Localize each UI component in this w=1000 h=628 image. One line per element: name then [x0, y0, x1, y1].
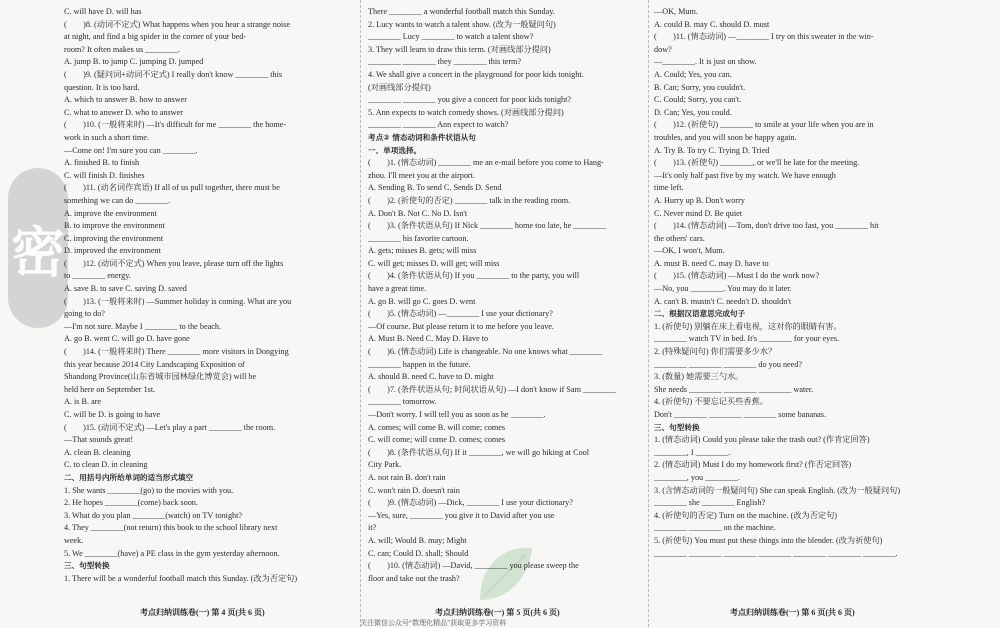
- text-line: C. won't rain D. doesn't rain: [368, 485, 460, 495]
- text-line: A. could B. may C. should D. must: [654, 19, 770, 29]
- text-line: A. go B. went C. will go D. have gone: [64, 334, 190, 344]
- text-line: to ________ energy.: [64, 271, 131, 281]
- text-line: ________, I ________.: [654, 447, 731, 457]
- text-line: B. to improve the environment: [64, 221, 165, 231]
- text-line: held here on September 1st.: [64, 384, 156, 394]
- text-line: A. save B. to save C. saving D. saved: [64, 284, 187, 294]
- text-line: City Park.: [368, 460, 402, 470]
- text-line: ( )14. (情态动词) —Tom, don't drive too fast, you ________ hit: [654, 221, 879, 231]
- text-line: 4. (祈使句的否定) Turn on the machine. (改为否定句): [654, 510, 837, 520]
- text-line: B. Can; Sorry, you couldn't.: [654, 82, 746, 92]
- text-line: ( )15. (动词不定式) —Let's play a part ________ the room.: [64, 422, 276, 432]
- text-line: C. improving the environment: [64, 233, 164, 243]
- text-line: 三、句型转换: [64, 561, 110, 571]
- text-line: C. will come; will come D. comes; comes: [368, 435, 506, 445]
- text-line: 考点② 情态动词和条件状语从句: [368, 132, 476, 142]
- text-line: A. finished B. to finish: [64, 158, 140, 168]
- text-line: A. will; Would B. may; Might: [368, 535, 467, 545]
- text-line: 2. He hopes ________(come) back soon.: [64, 498, 198, 508]
- text-line: ________ ________ Ann expect to watch?: [368, 120, 509, 130]
- text-line: Shandong Province(山东省城市园林绿化博览会) will be: [64, 372, 257, 382]
- text-line: ( )10. (一般将来时) —It's difficult for me ________ the home-: [64, 120, 287, 130]
- page-5-footer: 考点归纳训练卷(一) 第 5 页(共 6 页): [435, 608, 560, 617]
- text-line: week.: [64, 535, 84, 545]
- text-line: A. Must B. Need C. May D. Have to: [368, 334, 489, 344]
- text-line: D. Can; Yes, you could.: [654, 107, 732, 117]
- text-line: ( )11. (情态动词) —________ I try on this sweater in the win-: [654, 32, 874, 42]
- text-line: 1. There will be a wonderful football match this Sunday. (改为否定句): [64, 573, 298, 583]
- text-line: C. Could; Sorry, you can't.: [654, 95, 742, 105]
- text-line: ________ tomorrow.: [368, 397, 437, 407]
- text-line: ( )5. (情态动词) —________ I use your dictionary?: [368, 309, 553, 319]
- text-line: 3. What do you plan ________(watch) on TV tonight?: [64, 510, 243, 520]
- text-line: There ________ a wonderful football match this Sunday.: [368, 7, 555, 16]
- text-line: C. to clean D. in cleaning: [64, 460, 148, 470]
- text-line: C. will get; misses D. will get; will miss: [368, 258, 500, 268]
- text-line: ________ watch TV in bed. It's ________ for your eyes.: [654, 334, 840, 344]
- text-line: —Yes, sure, ________ you give it to David after you use: [368, 510, 555, 520]
- text-line: —It's only half past five by my watch. We have enough: [654, 170, 836, 180]
- text-line: A. must B. need C. may D. have to: [654, 258, 769, 268]
- text-line: —________. It is just on show.: [654, 57, 757, 67]
- text-line: (对画线部分提问): [368, 82, 431, 92]
- text-line: —Come on! I'm sure you can ________.: [64, 145, 198, 155]
- text-line: question. It is too hard.: [64, 82, 140, 92]
- text-line: 4. (祈使句) 不要忘记买些香蕉。: [654, 397, 768, 407]
- text-line: C. will finish D. finishes: [64, 170, 145, 180]
- text-line: ( )13. (祈使句) ________, or we'll be late for the meeting.: [654, 158, 860, 168]
- text-line: ________, you ________.: [654, 472, 740, 482]
- text-line: A. should B. need C. have to D. might: [368, 372, 494, 382]
- page-4-column: [64, 6, 350, 585]
- text-line: 3. They will learn to draw this term. (对画线部分提问): [368, 44, 551, 54]
- text-line: C. can; Could D. shall; Should: [368, 548, 469, 558]
- text-line: C. will be D. is going to have: [64, 410, 161, 419]
- text-line: 二、用括号内所给单词的适当形式填空: [64, 472, 194, 482]
- text-line: A. Try B. To try C. Trying D. Tried: [654, 145, 770, 155]
- text-line: A. comes; will come B. will come; comes: [368, 422, 506, 432]
- page-6-column: [654, 6, 940, 560]
- text-line: zhou. I'll meet you at the airport.: [368, 170, 475, 180]
- text-line: ( )13. (一般将来时) —Summer holiday is coming. What are you: [64, 296, 292, 306]
- text-line: this year because 2014 City Landscaping Exposition of: [64, 359, 245, 369]
- text-line: ________ ________ you give a concert for poor kids tonight?: [368, 95, 572, 105]
- text-line: dow?: [654, 44, 672, 54]
- text-line: C. Never mind D. Be quiet: [654, 208, 742, 218]
- text-line: A. jump B. to jump C. jumping D. jumped: [64, 57, 204, 67]
- text-line: C. will have D. will has: [64, 7, 142, 16]
- text-line: the others' cars.: [654, 233, 705, 243]
- text-line: 2. (情态动词) Must I do my homework first? (作否定回答): [654, 460, 852, 470]
- text-line: something we can do ________.: [64, 195, 171, 205]
- text-line: 5. Ann expects to watch comedy shows. (对画线部分提问): [368, 107, 564, 117]
- text-line: have a great time.: [368, 284, 427, 294]
- text-line: 3. (含情态动词的一般疑问句) She can speak English. (改为一般疑问句): [654, 485, 901, 495]
- text-line: A. Hurry up B. Don't worry: [654, 195, 745, 205]
- text-line: ( )11. (动名词作宾语) If all of us pull together, there must be: [64, 183, 280, 193]
- text-line: ( )1. (情态动词) ________ me an e-mail before you come to Hang-: [368, 158, 604, 168]
- text-line: ( )14. (一般将来时) There ________ more visitors in Dongying: [64, 347, 289, 357]
- text-line: A. improve the environment: [64, 208, 157, 218]
- text-line: 4. They ________(not return) this book to the school library next: [64, 523, 278, 533]
- text-line: 4. We shall give a concert in the playground for poor kids tonight.: [368, 69, 584, 79]
- text-line: time left.: [654, 183, 684, 193]
- text-line: floor and take out the trash?: [368, 573, 460, 583]
- text-line: 1. She wants ________(go) to the movies with you.: [64, 485, 234, 495]
- text-line: ( )12. (祈使句) ________ to smile at your life when you are in: [654, 120, 874, 130]
- text-line: 1. (情态动词) Could you please take the trash out? (作肯定回答): [654, 435, 870, 445]
- text-line: A. which to answer B. how to answer: [64, 95, 188, 105]
- text-line: 一、单项选择。: [368, 145, 422, 155]
- text-line: it?: [368, 523, 377, 533]
- text-line: ( )12. (动词不定式) When you leave, please turn off the lights: [64, 258, 284, 268]
- text-line: ( )6. (情态动词) Life is changeable. No one knows what ________: [368, 347, 603, 357]
- text-line: A. Could; Yes, you can.: [654, 69, 732, 79]
- text-line: —No, you ________. You may do it later.: [654, 284, 792, 294]
- text-line: ________ ________ they ________ this term?: [368, 57, 522, 67]
- text-line: A. gets; misses B. gets; will miss: [368, 246, 477, 256]
- text-line: ( )3. (条件状语从句) If Nick ________ home too late, he ________: [368, 221, 607, 231]
- text-line: —That sounds great!: [64, 435, 134, 445]
- text-line: ________ his favorite cartoon.: [368, 233, 469, 243]
- text-line: at night, and find a big spider in the corner of your bed-: [64, 32, 247, 42]
- text-line: 3. (数量) 她需要三勺水。: [654, 372, 744, 382]
- column-divider-left: [360, 0, 361, 627]
- text-line: 三、句型转换: [654, 422, 700, 432]
- text-line: 2. (特殊疑问句) 你们需要多少水？: [654, 347, 777, 357]
- seal-stamp: 密: [8, 168, 68, 328]
- text-line: —I'm not sure. Maybe I ________ to the beach.: [64, 321, 222, 331]
- text-line: ( )15. (情态动词) —Must I do the work now?: [654, 271, 820, 281]
- text-line: C. what to answer D. who to answer: [64, 107, 183, 117]
- text-line: —OK, Mum.: [654, 7, 698, 16]
- text-line: —OK, I won't, Mum.: [654, 246, 725, 256]
- text-line: ( )9. (疑问词+动词不定式) I really don't know ________ this: [64, 69, 283, 79]
- text-line: ( )9. (情态动词) —Dick, ________ I use your dictionary?: [368, 498, 573, 508]
- text-line: 5. (祈使句) You must put these things into the blender. (改为祈使句): [654, 535, 883, 545]
- text-line: —Of course. But please return it to me before you leave.: [368, 321, 554, 331]
- text-line: ( )2. (祈使句的否定) ________ talk in the reading room.: [368, 195, 571, 205]
- text-line: A. clean B. cleaning: [64, 447, 131, 457]
- text-line: ( )7. (条件状语从句; 时间状语从句) —I don't know if Sam ________: [368, 384, 616, 394]
- text-line: D. improved the environment: [64, 246, 161, 256]
- text-line: 1. (祈使句) 别躺在床上看电视，这对你的眼睛有害。: [654, 321, 842, 331]
- text-line: A. can't B. mustn't C. needn't D. shouldn't: [654, 296, 792, 306]
- page-6-footer: 考点归纳训练卷(一) 第 6 页(共 6 页): [730, 608, 855, 617]
- text-line: 5. We ________(have) a PE class in the gym yesterday afternoon.: [64, 548, 280, 558]
- text-line: She needs ________ ________ ________ water.: [654, 384, 814, 394]
- text-line: ( )4. (条件状语从句) If you ________ to the party, you will: [368, 271, 580, 281]
- text-line: ________ Lucy ________ to watch a talent show?: [368, 32, 534, 42]
- text-line: A. Sending B. To send C. Sends D. Send: [368, 183, 502, 193]
- text-line: room? It often makes us ________.: [64, 44, 180, 54]
- text-line: A. go B. will go C. goes D. went: [368, 296, 476, 306]
- text-line: ________ she ________ English?: [654, 498, 766, 508]
- text-line: ________ ________ ________ ________ ________ ________ ________.: [654, 548, 898, 558]
- text-line: ________ ________ ________ do you need?: [654, 359, 803, 369]
- text-line: ( )8. (条件状语从句) If it ________, we will go hiking at Cool: [368, 447, 590, 457]
- text-line: ( )8. (动词不定式) What happens when you hear a strange noise: [64, 19, 291, 29]
- text-line: troubles, and you will soon be happy again.: [654, 132, 797, 142]
- page-4-footer: 考点归纳训练卷(一) 第 4 页(共 6 页): [140, 608, 265, 617]
- text-line: going to do?: [64, 309, 105, 319]
- text-line: ________ ________ on the machine.: [654, 523, 776, 533]
- text-line: Don't ________ ________ ________ some bananas.: [654, 410, 827, 419]
- page-5-column: [368, 6, 652, 585]
- bottom-note: 关注微信公众号“数理化精品”获取更多学习资料: [360, 619, 507, 627]
- text-line: A. is B. are: [64, 397, 102, 407]
- text-line: A. Don't B. Not C. No D. Isn't: [368, 208, 468, 218]
- text-line: work in such a short time.: [64, 132, 150, 142]
- text-line: —Don't worry. I will tell you as soon as he ________.: [368, 410, 546, 419]
- text-line: 2. Lucy wants to watch a talent show. (改为一般疑问句): [368, 19, 556, 29]
- text-line: ( )10. (情态动词) —David, ________ you please sweep the: [368, 561, 579, 571]
- text-line: 二、根据汉语意思完成句子: [654, 309, 746, 319]
- text-line: ________ happen in the future.: [368, 359, 471, 369]
- text-line: A. not rain B. don't rain: [368, 472, 446, 482]
